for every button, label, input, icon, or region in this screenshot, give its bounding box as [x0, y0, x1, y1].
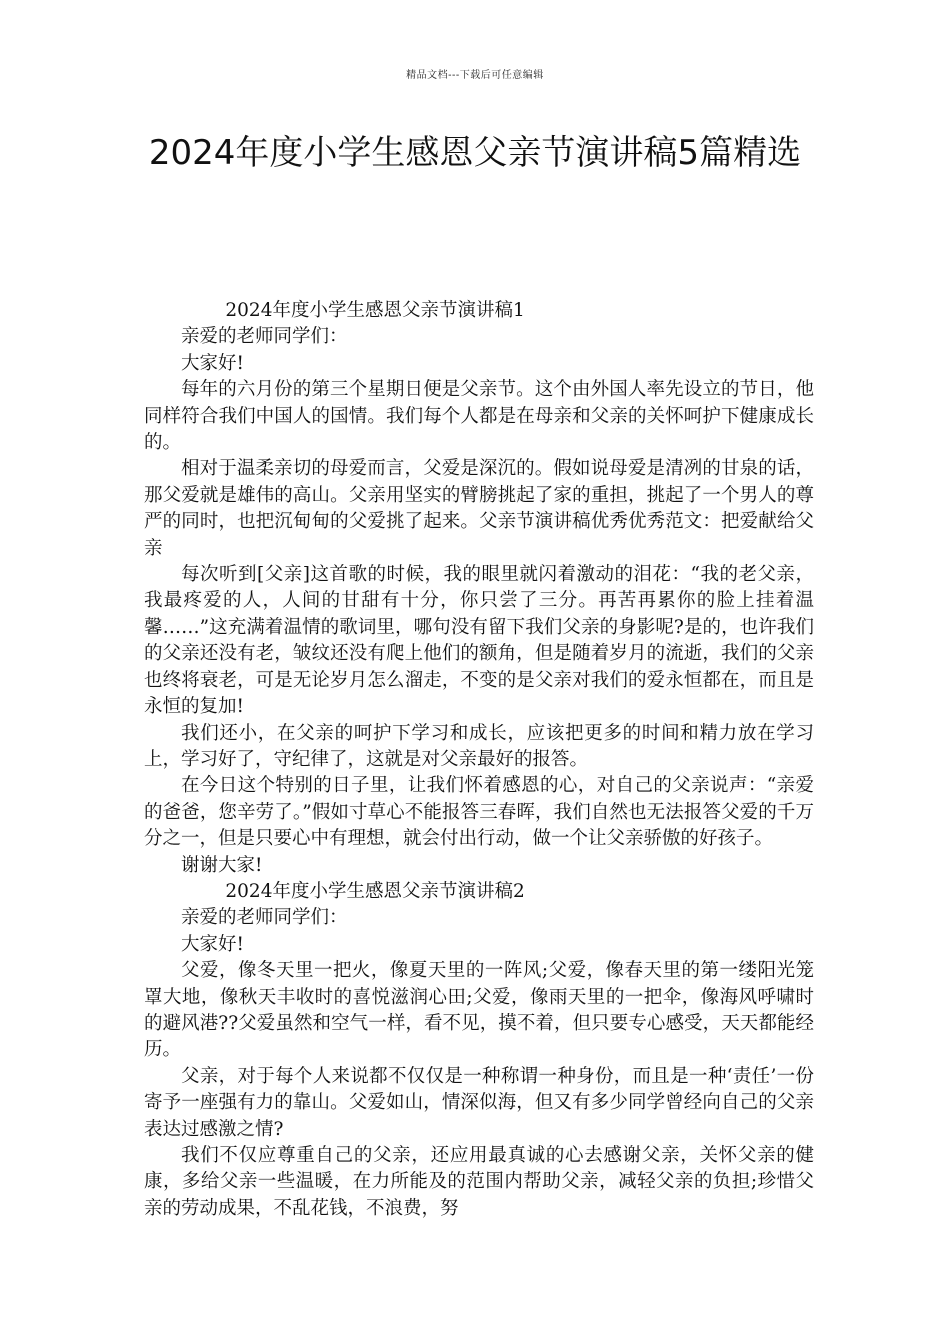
paragraph: 相对于温柔亲切的母爱而言，父爱是深沉的。假如说母爱是清冽的甘泉的话，那父爱就是雄伟的高山。父亲用坚实的臂膀挑起了家的重担，挑起了一个男人的尊严的同时，也把沉甸甸的父爱挑了起来。父亲节演讲稿优秀优秀范文：把爱献给父亲: [144, 458, 814, 559]
paragraph: 每次听到[父亲]这首歌的时候，我的眼里就闪着激动的泪花：“我的老父亲，我最疼爱的人，人间的甘甜有十分，你只尝了三分。再苦再累你的脸上挂着温馨……”这充满着温情的歌词里，哪句没有留下我们父亲的身影呢?是的，也许我们的父亲还没有老，皱纹还没有爬上他们的额角，但是随着岁月的流逝，我们的父亲也终将衰老，可是无论岁月怎么溜走，不变的是父亲对我们的爱永恒都在，而且是永恒的复加!: [144, 564, 814, 718]
paragraph: 谢谢大家!: [181, 854, 263, 876]
document-body: [144, 298, 814, 1222]
paragraph: 父爱，像冬天里一把火，像夏天里的一阵风;父爱，像春天里的第一缕阳光笼罩大地，像秋天丰收时的喜悦滋润心田;父爱，像雨天里的一把伞，像海风呼啸时的避风港??父爱虽然和空气一样，看不见，摸不着，但只要专心感受，天天都能经历。: [144, 960, 814, 1061]
section-title: 2024年度小学生感恩父亲节演讲稿1: [225, 300, 525, 321]
paragraph: 大家好!: [181, 352, 244, 374]
section-title: 2024年度小学生感恩父亲节演讲稿2: [225, 880, 525, 902]
paragraph: 我们还小，在父亲的呵护下学习和成长，应该把更多的时间和精力放在学习上，学习好了，守纪律了，这就是对父亲最好的报答。: [144, 722, 814, 770]
paragraph: 在今日这个特别的日子里，让我们怀着感恩的心，对自己的父亲说声：“亲爱的爸爸，您辛劳了。”假如寸草心不能报答三春晖，我们自然也无法报答父爱的千万分之一，但是只要心中有理想，就会付出行动，做一个让父亲骄傲的好孩子。: [144, 775, 814, 850]
paragraph: 亲爱的老师同学们：: [181, 326, 348, 348]
paragraph: 我们不仅应尊重自己的父亲，还应用最真诚的心去感谢父亲，关怀父亲的健康，多给父亲一些温暖，在力所能及的范围内帮助父亲，减轻父亲的负担;珍惜父亲的劳动成果，不乱花钱，不浪费，努: [144, 1145, 814, 1219]
document-title: 2024年度小学生感恩父亲节演讲稿5篇精选: [148, 133, 802, 173]
page-header-note: 精品文档---下载后可任意编辑: [406, 70, 544, 81]
paragraph: 大家好!: [181, 933, 244, 955]
paragraph: 父亲，对于每个人来说都不仅仅是一种称谓一种身份，而且是一种‘责任’一份寄予一座强有力的靠山。父爱如山，情深似海，但又有多少同学曾经向自己的父亲表达过感激之情?: [144, 1065, 814, 1140]
paragraph: 每年的六月份的第三个星期日便是父亲节。这个由外国人率先设立的节日，他同样符合我们中国人的国情。我们每个人都是在母亲和父亲的关怀呵护下健康成长的。: [144, 379, 814, 454]
paragraph: 亲爱的老师同学们：: [181, 907, 348, 929]
